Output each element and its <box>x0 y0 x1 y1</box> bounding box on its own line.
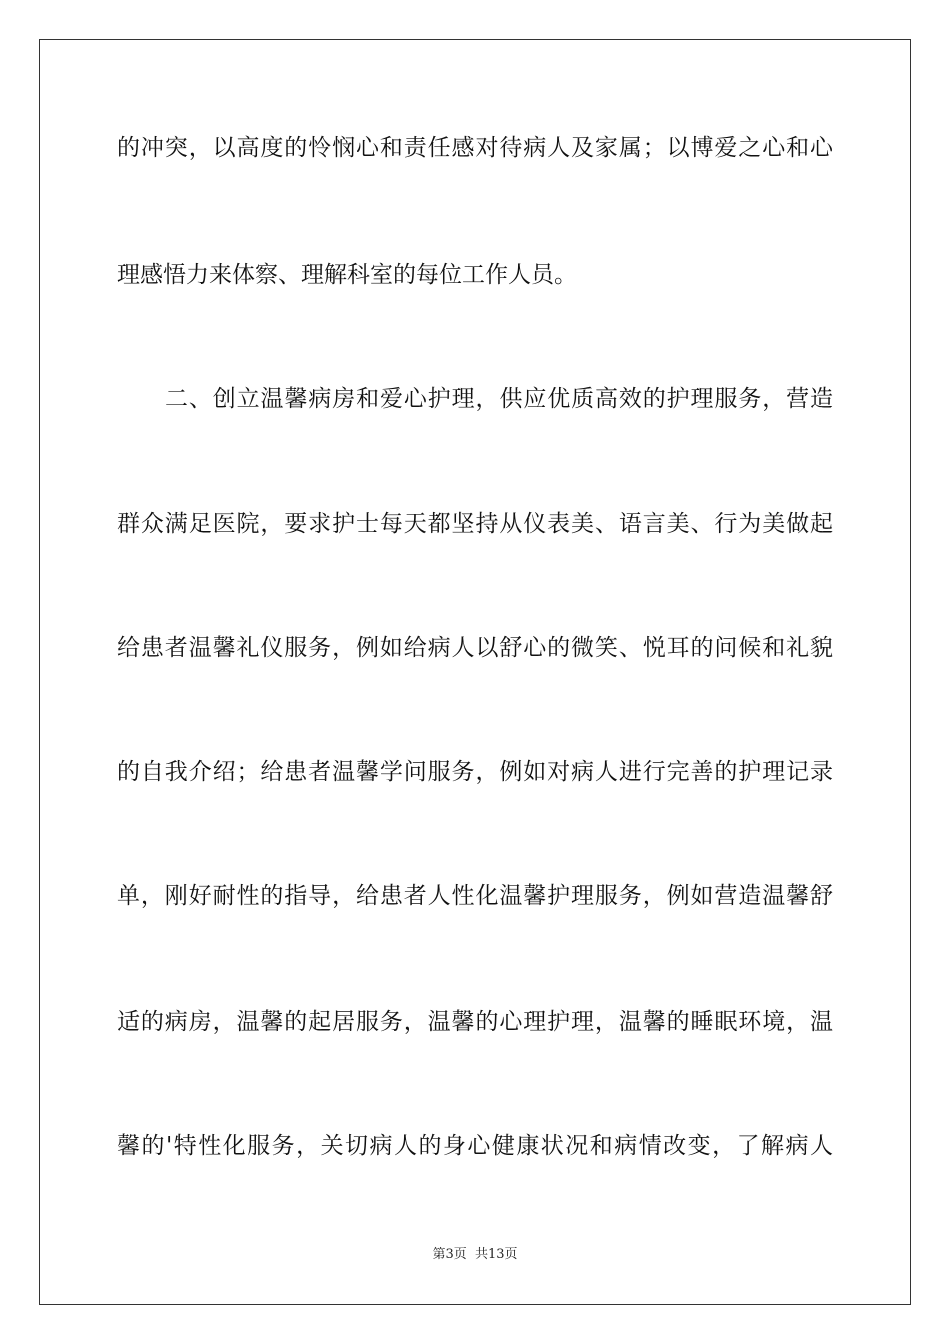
body-line-2: 理感悟力来体察、理解科室的每位工作人员。 <box>117 262 577 288</box>
page-border <box>39 39 911 1305</box>
body-line-8: 适的病房，温馨的起居服务，温馨的心理护理，温馨的睡眠环境，温 <box>117 1009 833 1035</box>
page-number: 第3页 <box>432 1247 467 1262</box>
body-line-9: 馨的'特性化服务，关切病人的身心健康状况和病情改变，了解病人 <box>117 1133 833 1159</box>
body-line-4: 群众满足医院，要求护士每天都坚持从仪表美、语言美、行为美做起 <box>117 511 833 537</box>
body-line-7: 单，刚好耐性的指导，给患者人性化温馨护理服务，例如营造温馨舒 <box>117 883 833 909</box>
page-footer <box>0 1243 950 1262</box>
body-line-5: 给患者温馨礼仪服务，例如给病人以舒心的微笑、悦耳的问候和礼貌 <box>117 635 833 661</box>
body-line-6: 的自我介绍；给患者温馨学问服务，例如对病人进行完善的护理记录 <box>117 759 833 785</box>
total-pages: 共13页 <box>474 1247 518 1262</box>
body-line-3: 二、创立温馨病房和爱心护理，供应优质高效的护理服务，营造 <box>165 386 833 412</box>
body-line-1: 的冲突，以高度的怜悯心和责任感对待病人及家属；以博爱之心和心 <box>117 135 833 161</box>
